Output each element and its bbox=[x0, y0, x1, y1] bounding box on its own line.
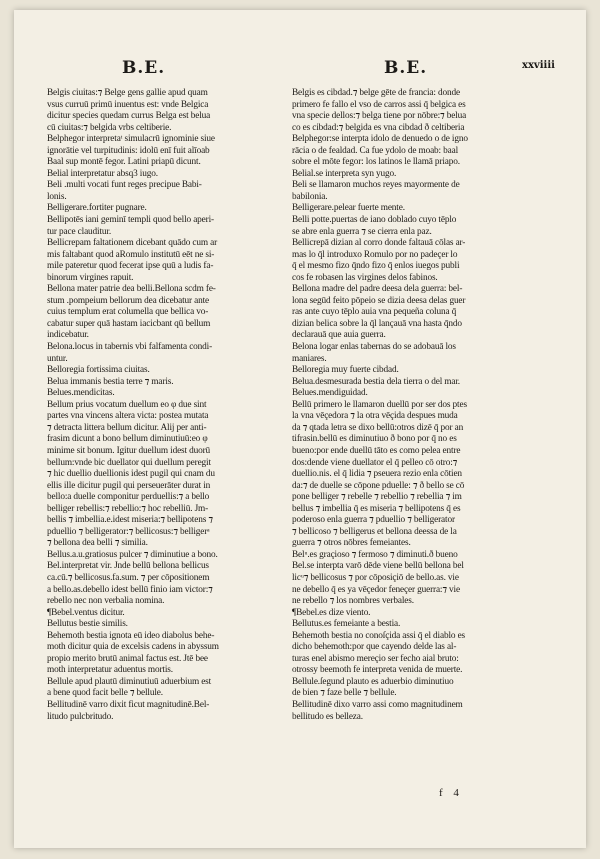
dictionary-entry: Bel.interpretat vir. Jnde bellū bellona bellicus ca.cū.⁊ bellicosus.fa.sum. ⁊ per cōpositionem a bello.as.debello idest bellū finio iam victor:⁊ rebello nec non verbalia nomina. bbox=[47, 561, 213, 607]
dictionary-entry: Bellus.a.u.gratiosus pulcer ⁊ diminutiue a bono. bbox=[47, 549, 218, 560]
dictionary-entry: Bellū primero le llamaron duellū por ser dos ptes la vna vēçedora ⁊ la otra vēçida despues muda da ⁊ qtada letra se dixo bellū:otros dizē q̄ por an tifrasin.bellū es diminutiuo ð bono por q̄ no es bueno:por ende duellū tāto es como pelea entre dos:dende viene duellator el q̄ pelleo cō otro:⁊ duellio.nis. el q̄ lidia ⁊ pseuera rezio enla cōtien da:⁊ de duelle se cōpone pduelle: ⁊ ð bello se cō pone belliger ⁊ rebelle ⁊ rebellio ⁊ rebellia ⁊ im bellus ⁊ imbellia q̄ es miseria ⁊ bellipotens q̄ es poderoso enla guerra ⁊ pduellio ⁊ belligerator ⁊ bellicoso ⁊ belligerus et bellona deessa de la guerra ⁊ otros nōbres femeiantes. bbox=[292, 399, 467, 549]
dictionary-entry: Bellona mater patrie dea belli.Bellona scdm fe- stum .pompeium bellorum dea dicebatur ante cuius templum erat columella que bellica vo- cabatur super quā hastam iacicbant qū bellum indicebatur. bbox=[47, 284, 216, 341]
dictionary-entry: Belloregia fortissima ciuitas. bbox=[47, 365, 150, 376]
folio-number: xxviiii bbox=[522, 60, 555, 71]
dictionary-entry: Bellule apud plautū diminutiuū aduerbium est a bene quod facit belle ⁊ bellule. bbox=[47, 676, 212, 699]
dictionary-entry: Belligerare.fortiter pugnare. bbox=[47, 203, 147, 214]
dictionary-entry: ¶Bebel.es dize viento. bbox=[292, 607, 371, 618]
dictionary-entry: Bel.se interpta varō dēde viene bellū bellona bel licᵘ⁊ bellicosus ⁊ por cōposiçiō de bello.as. vie ne debello q̄ es ya vēçedor feneçer guerra:⁊ vie ne rebello ⁊ los nombres verbales. bbox=[292, 561, 464, 607]
dictionary-entry: Bellum prius vocatum duellum eo φ due sint partes vna vincens altera victa: postea mutata ⁊ detracta littera bellum dicitur. Alij per anti- frasim dicunt a bono bellum diminutiuū:eo φ minime sit bonum. Igitur duellum idest duorū bellum:vnde bic duellator qui duellum peregit ⁊ hic duellio duellionis idest pugil qui cnam du ellis ille dicitur pugil qui perseuerāter durat in bello:a duelle componitur perduellis:⁊ a bello belliger rebellis:⁊ rebellio:⁊ hoc rebelliū. Jm- bellis ⁊ imbellia.e.idest miseria:⁊ bellipotens ⁊ pduellio ⁊ belligerator:⁊ bellicosus:⁊ belligerᵃ ⁊ bellona dea belli ⁊ similia. bbox=[47, 399, 215, 549]
dictionary-entry: Bellipotēs iani geminī templi quod bello aperi- tur pace clauditur. bbox=[47, 215, 214, 237]
dictionary-entry: Belgis es cibdad.⁊ belge gēte de francia: donde primero fe fallo el vso de carros assi q̄ belgica es vna specie dellos:⁊ belga tiene por nōbre:⁊ belua co es cibdad:⁊ belgida es vna cibdad ð celtiberia bbox=[292, 88, 467, 133]
page-header bbox=[14, 58, 586, 88]
dictionary-entry: Belᵘ.es graçioso ⁊ fermoso ⁊ diminuti.ð bueno bbox=[292, 549, 458, 560]
dictionary-entry: Belphegor:se interpta idolo de denuedo o de igno rācia o de fealdad. Ca fue ydolo de moab: baal sobre el mōte fegor: los latinos le llamā priapo. bbox=[292, 134, 468, 168]
dictionary-entry: Belua.desmesurada bestia dela tierra o del mar. bbox=[292, 376, 460, 387]
latin-column bbox=[47, 88, 279, 723]
dictionary-entry: Beli se llamaron muchos reyes mayormente de babilonia. bbox=[292, 180, 460, 202]
dictionary-entry: Belial interpretatur absq3 iugo. bbox=[47, 168, 158, 179]
dictionary-entry: Belial.se interpreta syn yugo. bbox=[292, 168, 397, 179]
dictionary-entry: Bellutus.es femeiante a bestia. bbox=[292, 619, 401, 630]
dictionary-entry: Bellona madre del padre deesa dela guerra: bel- lona segūd feito pōpeio se dizia deesa delas guer ras ante cuyo tēplo auia vna pequeña coluna q̄ dizian belica sobre la q̄l lançauā vna hasta q̄ndo declarauā que auia guerra. bbox=[292, 284, 466, 341]
dictionary-entry: Bellutus bestie similis. bbox=[47, 619, 128, 630]
dictionary-entry: Belona logar enlas tabernas do se adobauā los maniares. bbox=[292, 342, 456, 364]
spanish-column bbox=[292, 88, 524, 723]
dictionary-entry: Behemoth bestia no conoſçida assi q̄ el diablo es dicho behemoth:por que cayendo delde las al- turas enel abismo mereçio ser fecho aial bruto: otrossy beemoth fe interpreta venida de muerte. bbox=[292, 630, 466, 676]
dictionary-entry: Belloregia muy fuerte cibdad. bbox=[292, 365, 399, 376]
dictionary-entry: Bellitudinē varro dixit ficut magnitudinē.Bel- litudo pulcbritudo. bbox=[47, 699, 210, 722]
dictionary-entry: Bellule.ſegund plauto es aduerbio diminutiuo de bien ⁊ faze belle ⁊ bellule. bbox=[292, 676, 454, 699]
dictionary-entry: Beli .multi vocati funt reges precipue Babi- lonis. bbox=[47, 180, 202, 202]
dictionary-entry: ¶Bebel.ventus dicitur. bbox=[47, 607, 125, 618]
running-head-right: B.E. bbox=[384, 58, 428, 78]
dictionary-entry: Bellicrepā dizian al corro donde faltauā cōlas ar- mas lo q̄l introduxo Romulo por no padeçer lo q̄ el mesmo fizo q̄ndo fizo q̄ enlos iuegos publi cos fe robasen las virgines delos fabinos. bbox=[292, 238, 466, 283]
dictionary-entry: Belli potte.puertas de iano doblado cuyo tēplo se abre enla guerra ⁊ se cierra enla paz. bbox=[292, 215, 457, 237]
signature-mark: f 4 bbox=[439, 787, 463, 799]
dictionary-entry: Bellicrepam faltationem dicebant quādo cum ar mis faltabant quod aRomulo institutū eēt ne si- mile pateretur quod fecerat ipse quū a ludis fa- binorum virgines rapuit. bbox=[47, 238, 218, 283]
dictionary-entry: Belona.locus in tabernis vbi falfamenta condi- untur. bbox=[47, 342, 213, 364]
running-head-left: B.E. bbox=[122, 58, 166, 78]
dictionary-entry: Belues.mendicitas. bbox=[47, 388, 115, 399]
dictionary-entry: Behemoth bestia ignota eū ideo diabolus behe- moth dicitur quia de excelsis cadens in abyssum propio merito brutū animal factus est. Jtē bee moth interpretatur aduentus mortis. bbox=[47, 630, 219, 676]
dictionary-entry: Belgis ciuitas:⁊ Belge gens gallie apud quam vsus curruū primū inuentus est: vnde Belgica dicitur species quedam currus Belga est belua cū ciuitas:⁊ belgida vrbs celtiberie. bbox=[47, 88, 211, 133]
dictionary-entry: Bellitudinē dixo varro assi como magnitudinem bellitudo es belleza. bbox=[292, 699, 463, 722]
dictionary-entry: Belphegor interpretaᵗ simulacrū ignominie siue ignorātie vel turpitudinis: idolū enī fuit alīoab Baal sup montē fegor. Latini priapū dicunt. bbox=[47, 134, 215, 168]
book-page bbox=[14, 10, 586, 848]
dictionary-entry: Belligerare.pelear fuerte mente. bbox=[292, 203, 405, 214]
dictionary-entry: Belues.mendiguidad. bbox=[292, 388, 368, 399]
dictionary-entry: Belua immanis bestia terre ⁊ maris. bbox=[47, 376, 174, 387]
